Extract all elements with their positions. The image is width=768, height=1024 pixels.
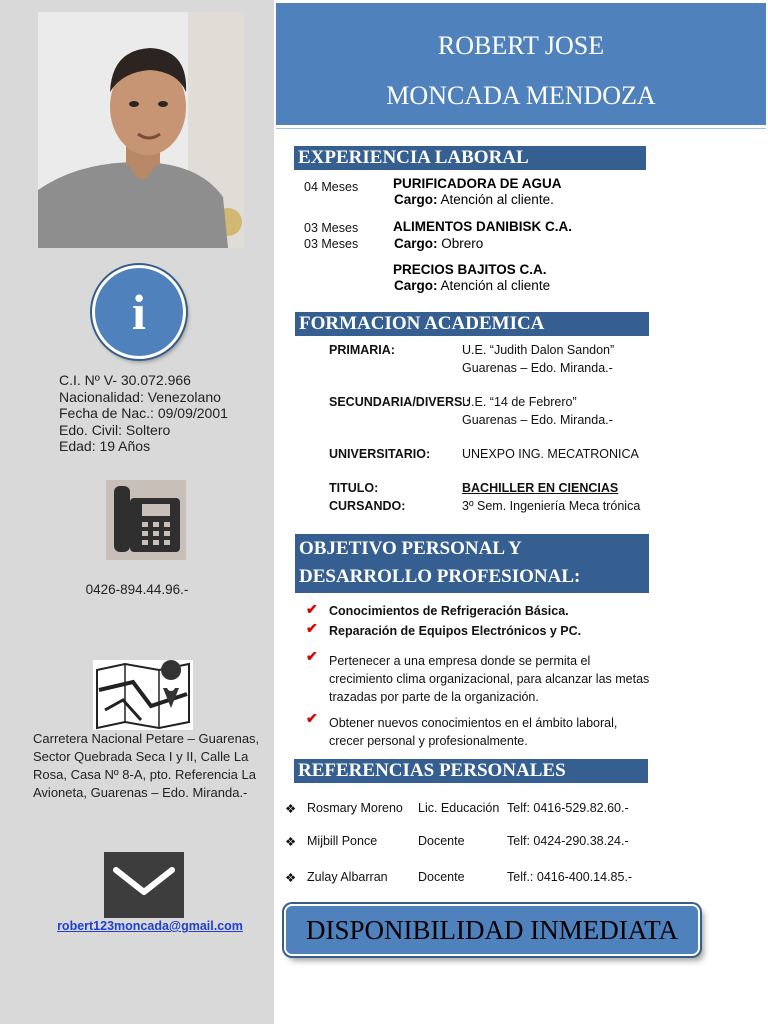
cargo-label: Cargo:	[394, 236, 438, 251]
birth-date: Fecha de Nac.: 09/09/2001	[59, 405, 228, 421]
reference-name: Mijbill Ponce	[307, 834, 378, 848]
section-education-title: FORMACION ACADEMICA	[295, 312, 649, 336]
secundaria-school: U.E. “14 de Febrero”	[462, 395, 577, 409]
objective-item: Reparación de Equipos Electrónicos y PC.	[329, 624, 582, 638]
check-icon: ✔	[306, 648, 318, 664]
uni-value: UNEXPO ING. MECATRONICA	[462, 447, 639, 461]
address-line: Avioneta, Guarenas – Edo. Miranda.-	[33, 785, 248, 800]
primaria-school: U.E. “Judith Dalon Sandon”	[462, 343, 615, 357]
job-company: ALIMENTOS DANIBISK C.A.	[393, 219, 573, 234]
diamond-bullet-icon: ❖	[285, 835, 297, 849]
objective-title-line: DESARROLLO PROFESIONAL:	[299, 566, 581, 587]
name-header	[276, 3, 766, 125]
objective-title-line: OBJETIVO PERSONAL Y	[299, 538, 522, 559]
section-references-title: REFERENCIAS PERSONALES	[294, 759, 648, 783]
titulo-label: TITULO:	[329, 481, 379, 495]
availability-banner: DISPONIBILIDAD INMEDIATA	[284, 904, 700, 956]
job-company: PURIFICADORA DE AGUA	[393, 176, 562, 191]
job-cargo	[394, 192, 554, 207]
map-icon	[93, 660, 193, 730]
objective-item: Conocimientos de Refrigeración Básica.	[329, 604, 569, 618]
objective-item-line: trazadas por parte de la organización.	[329, 690, 539, 704]
cargo-value: Atención al cliente	[437, 278, 551, 293]
objective-item-line: Obtener nuevos conocimientos en el ámbito laboral,	[329, 716, 618, 730]
titulo-value: BACHILLER EN CIENCIAS	[462, 481, 619, 495]
address-line: Rosa, Casa Nº 8-A, pto. Referencia La	[33, 767, 256, 782]
cargo-value: Atención al cliente.	[437, 192, 554, 207]
primaria-location: Guarenas – Edo. Miranda.-	[462, 361, 613, 375]
diamond-bullet-icon: ❖	[285, 871, 297, 885]
info-icon: i	[92, 265, 186, 359]
cursando-value: 3º Sem. Ingeniería Meca trónica	[462, 499, 641, 513]
objective-item	[329, 714, 617, 750]
objective-item-line: crecimiento clima organizacional, para alcanzar las metas	[329, 672, 650, 686]
phone-icon	[106, 480, 186, 560]
nationality: Nacionalidad: Venezolano	[59, 388, 221, 405]
reference-name: Zulay Albarran	[307, 870, 388, 884]
cargo-value: Obrero	[437, 236, 484, 251]
address-line: Sector Quebrada Seca I y II, Calle La	[33, 749, 249, 764]
phone-number: 0426-894.44.96.-	[85, 582, 189, 597]
check-icon: ✔	[306, 620, 318, 636]
ci-number: C.I. Nº V- 30.072.966	[59, 372, 191, 388]
header-divider	[276, 128, 766, 129]
cargo-label: Cargo:	[394, 278, 438, 293]
reference-name: Rosmary Moreno	[307, 801, 403, 815]
section-experience-title: EXPERIENCIA LABORAL	[294, 146, 646, 170]
email-link[interactable]: robert123moncada@gmail.com	[57, 919, 243, 933]
civil-status: Edo. Civil: Soltero	[59, 421, 171, 438]
name-line-2: MONCADA MENDOZA	[386, 81, 656, 110]
cursando-label: CURSANDO:	[329, 499, 406, 513]
cargo-label: Cargo:	[394, 192, 438, 207]
reference-phone: Telf: 0416-529.82.60.-	[507, 801, 629, 815]
check-icon: ✔	[306, 601, 318, 617]
job-cargo	[394, 236, 483, 251]
job-duration: 03 Meses	[304, 221, 359, 235]
reference-role: Docente	[418, 870, 465, 884]
reference-role: Docente	[418, 834, 465, 848]
secundaria-label: SECUNDARIA/DIVERS.:	[329, 395, 470, 409]
job-cargo	[394, 278, 550, 293]
name-line-1: ROBERT JOSE	[437, 31, 605, 60]
job-duration: 04 Meses	[304, 180, 359, 194]
reference-role: Lic. Educación	[418, 801, 500, 815]
uni-label: UNIVERSITARIO:	[329, 447, 431, 461]
objective-item	[329, 652, 649, 706]
objective-item-line: crecer personal y profesionalmente.	[329, 734, 528, 748]
job-company: PRECIOS BAJITOS C.A.	[393, 262, 547, 277]
objective-item-line: Pertenecer a una empresa donde se permita el	[329, 654, 591, 668]
section-objective-title	[295, 534, 649, 593]
reference-phone: Telf.: 0416-400.14.85.-	[507, 870, 633, 884]
reference-phone: Telf: 0424-290.38.24.-	[507, 834, 629, 848]
age: Edad: 19 Años	[59, 438, 151, 454]
address	[33, 730, 265, 802]
address-line: Carretera Nacional Petare – Guarenas,	[33, 731, 260, 746]
diamond-bullet-icon: ❖	[285, 802, 297, 816]
personal-info	[59, 372, 228, 455]
primaria-label: PRIMARIA:	[329, 343, 395, 357]
job-duration: 03 Meses	[304, 237, 359, 251]
mail-icon	[104, 852, 184, 918]
check-icon: ✔	[306, 710, 318, 726]
secundaria-location: Guarenas – Edo. Miranda.-	[462, 413, 613, 427]
profile-photo	[38, 12, 244, 248]
